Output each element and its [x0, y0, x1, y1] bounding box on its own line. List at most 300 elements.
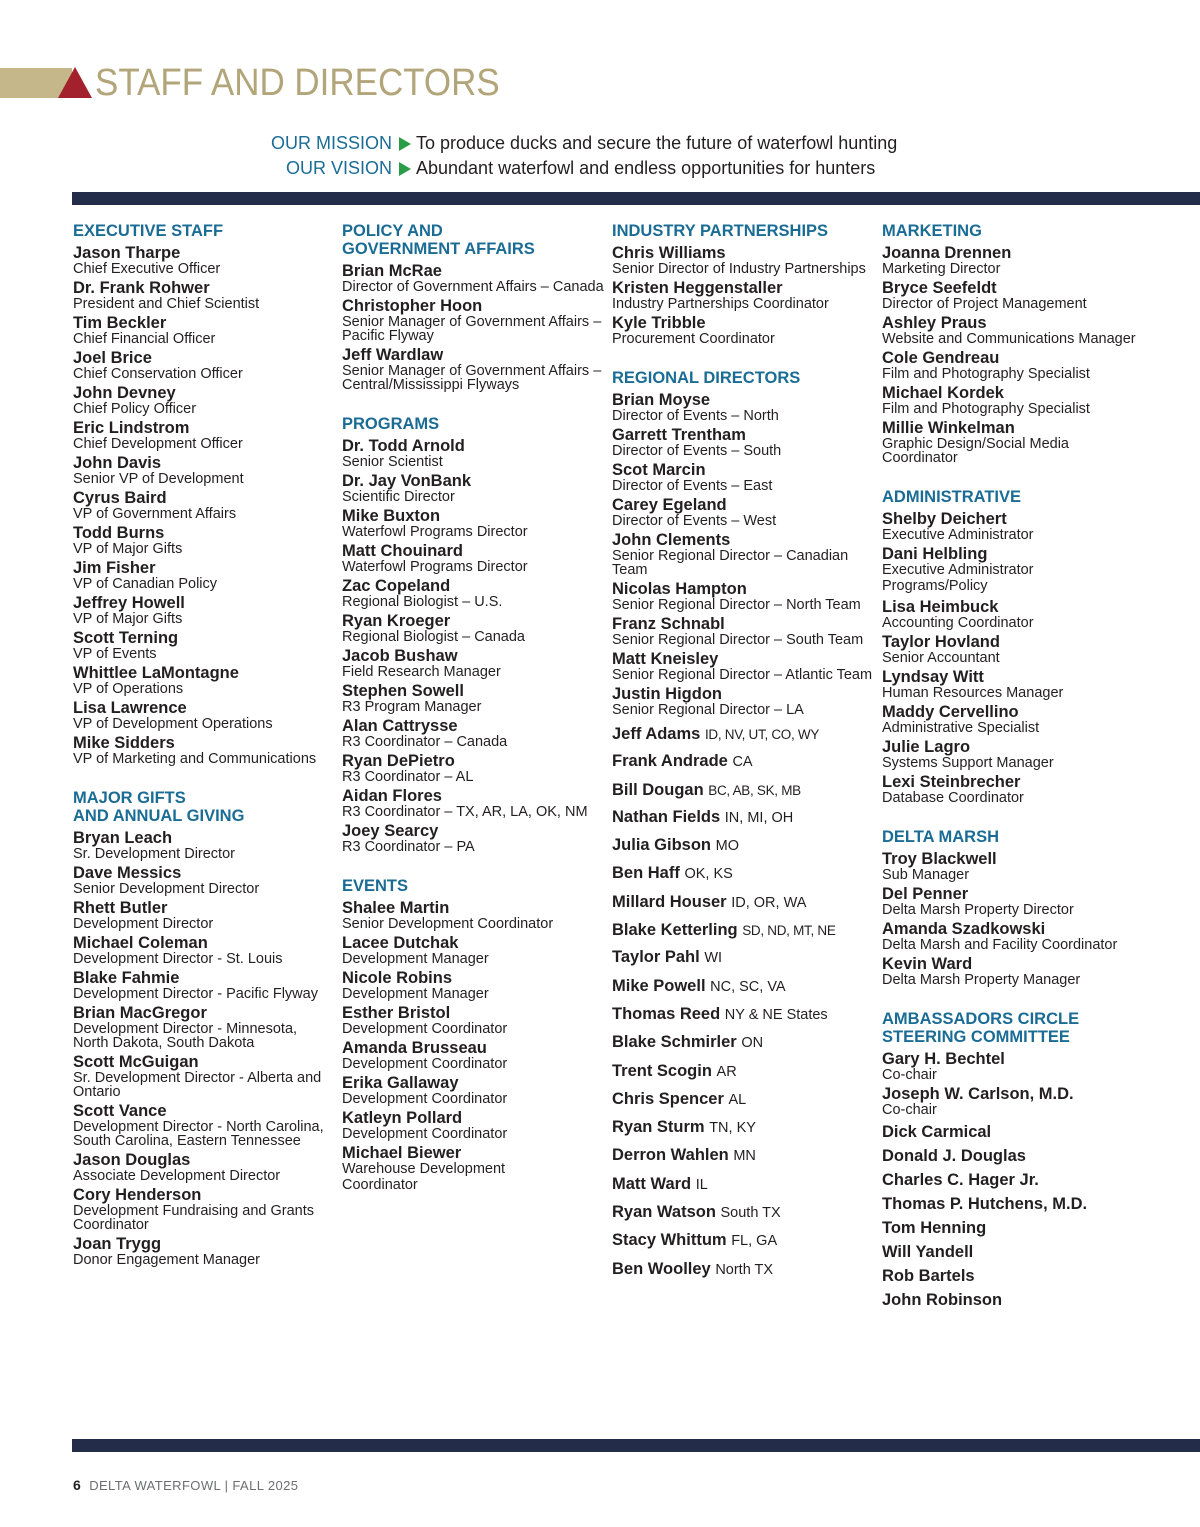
person-name: Troy Blackwell — [882, 850, 997, 868]
staff-entry — [342, 935, 604, 966]
person-name: Justin Higdon — [612, 685, 722, 703]
person-name: Joey Searcy — [342, 822, 439, 840]
section-industry-partnerships — [612, 222, 874, 346]
staff-entry — [342, 613, 604, 644]
person-title: Development Director - Pacific Flyway — [73, 986, 318, 1002]
staff-entry — [882, 739, 1144, 770]
person-title: Development Director — [73, 916, 214, 932]
person-title: Graphic Design/Social Media Coordinator — [882, 436, 1069, 466]
staff-entry — [882, 704, 1144, 735]
person-title-continued: Coordinator — [342, 1177, 418, 1193]
staff-entry — [342, 648, 604, 679]
regional-director-entry — [612, 1199, 874, 1227]
regional-director-entry — [612, 721, 874, 748]
committee-member: Thomas P. Hutchens, M.D. — [882, 1195, 1088, 1213]
regional-director-entry — [612, 748, 874, 776]
person-name: Ashley Praus — [882, 314, 987, 332]
section-programs — [342, 415, 604, 854]
person-title: Co-chair — [882, 1102, 937, 1118]
person-name: Bill Dougan — [612, 780, 704, 799]
person-name: Michael Kordek — [882, 384, 1004, 402]
staff-entry — [73, 560, 335, 591]
person-title: Delta Marsh Property Director — [882, 902, 1074, 918]
regional-director-entry — [612, 1086, 874, 1114]
staff-entry — [342, 970, 604, 1001]
staff-entry — [342, 1145, 604, 1194]
person-name: Amanda Brusseau — [342, 1039, 487, 1057]
person-title: Waterfowl Programs Director — [342, 524, 528, 540]
mission-statement — [0, 133, 1200, 157]
person-name: Ryan Sturm — [612, 1118, 705, 1137]
section-heading: ADMINISTRATIVE — [882, 488, 1022, 506]
person-title: Senior Manager of Government Affairs – Pacific Flyway — [342, 314, 602, 344]
person-name: Kristen Heggenstaller — [612, 279, 783, 297]
staff-entry — [342, 1040, 604, 1071]
person-name: Scott Terning — [73, 629, 179, 647]
staff-entry — [342, 1075, 604, 1106]
person-title: Director of Events – West — [612, 513, 777, 529]
person-name: Shalee Martin — [342, 899, 450, 917]
person-name: Lisa Lawrence — [73, 699, 187, 717]
column-4 — [882, 222, 1144, 1335]
person-name: Brian Moyse — [612, 391, 711, 409]
staff-entry — [612, 532, 874, 577]
person-name: Cole Gendreau — [882, 349, 1000, 367]
staff-entry — [73, 865, 335, 896]
person-title: Director of Events – East — [612, 478, 773, 494]
person-title: Development Manager — [342, 986, 489, 1002]
person-title: Senior Scientist — [342, 454, 443, 470]
staff-entry — [73, 245, 335, 276]
person-name: Mike Sidders — [73, 734, 175, 752]
staff-entry — [342, 543, 604, 574]
person-name: Bryan Leach — [73, 829, 173, 847]
person-title: Warehouse Development — [342, 1161, 506, 1177]
person-title: Sr. Development Director — [73, 846, 235, 862]
regional-director-entry — [612, 944, 874, 972]
person-name: Julie Lagro — [882, 738, 971, 756]
person-title: Senior Development Director — [73, 881, 260, 897]
person-title: Sub Manager — [882, 867, 970, 883]
committee-member: Will Yandell — [882, 1243, 974, 1261]
staff-entry — [73, 350, 335, 381]
person-name: Rhett Butler — [73, 899, 168, 917]
person-title: Chief Financial Officer — [73, 331, 216, 347]
person-name: Bryce Seefeldt — [882, 279, 997, 297]
person-name: Matt Chouinard — [342, 542, 463, 560]
staff-entry — [342, 298, 604, 343]
person-title: Waterfowl Programs Director — [342, 559, 528, 575]
territory: CA — [732, 754, 753, 771]
person-name: Scott McGuigan — [73, 1053, 199, 1071]
staff-entry — [612, 392, 874, 423]
territory: South TX — [720, 1205, 781, 1222]
regional-director-entry — [612, 1171, 874, 1199]
mission-text: To produce ducks and secure the future of waterfowl hunting — [416, 133, 898, 153]
person-name: Ryan DePietro — [342, 752, 455, 770]
person-name: John Clements — [612, 531, 731, 549]
person-title: VP of Events — [73, 646, 157, 662]
staff-entry — [882, 350, 1144, 381]
person-title: VP of Operations — [73, 681, 184, 697]
regional-director-entry — [612, 860, 874, 888]
staff-entry — [882, 669, 1144, 700]
staff-entry — [342, 1110, 604, 1141]
territory: MO — [715, 838, 739, 855]
person-name: Tim Beckler — [73, 314, 167, 332]
bottom-divider — [72, 1439, 1200, 1452]
staff-entry — [612, 427, 874, 458]
section-major-gifts — [73, 789, 335, 1267]
person-name: Gary H. Bechtel — [882, 1050, 1005, 1068]
staff-entry — [73, 1054, 335, 1099]
person-name: Frank Andrade — [612, 752, 728, 771]
territory: FL, GA — [731, 1233, 778, 1250]
person-name: Chris Spencer — [612, 1089, 724, 1108]
territory: IL — [695, 1176, 708, 1193]
staff-entry — [73, 665, 335, 696]
staff-entry — [612, 245, 874, 276]
regional-director-entry — [612, 1058, 874, 1086]
person-title: Development Coordinator — [342, 1021, 508, 1037]
person-name: Jeffrey Howell — [73, 594, 185, 612]
person-name: Jeff Adams — [612, 725, 701, 743]
person-name: Shelby Deichert — [882, 510, 1007, 528]
person-name: Ben Haff — [612, 864, 680, 883]
staff-entry — [342, 900, 604, 931]
person-title: VP of Development Operations — [73, 716, 273, 732]
person-title: Film and Photography Specialist — [882, 366, 1090, 382]
staff-entry — [73, 630, 335, 661]
staff-entry — [612, 497, 874, 528]
person-name: Lacee Dutchak — [342, 934, 459, 952]
section-delta-marsh — [882, 828, 1144, 987]
person-title: Marketing Director — [882, 261, 1001, 277]
publication-name: DELTA WATERFOWL | FALL 2025 — [89, 1478, 299, 1493]
person-title: Systems Support Manager — [882, 755, 1054, 771]
person-name: Lyndsay Witt — [882, 668, 984, 686]
person-name: Millard Houser — [612, 892, 727, 911]
person-title: Website and Communications Manager — [882, 331, 1136, 347]
column-1 — [73, 222, 335, 1290]
section-heading: MARKETING — [882, 222, 982, 240]
territory: NY & NE States — [724, 1006, 828, 1023]
staff-entry — [882, 546, 1144, 595]
person-name: Jeff Wardlaw — [342, 346, 444, 364]
staff-entry — [612, 686, 874, 717]
person-title: Chief Policy Officer — [73, 401, 197, 417]
person-name: Esther Bristol — [342, 1004, 451, 1022]
person-name: Jacob Bushaw — [342, 647, 458, 665]
person-name: Lexi Steinbrecher — [882, 773, 1021, 791]
territory: IN, MI, OH — [724, 809, 794, 826]
staff-entry — [882, 1086, 1144, 1117]
staff-entry — [882, 511, 1144, 542]
section-heading: POLICY AND GOVERNMENT AFFAIRS — [342, 222, 535, 258]
person-title: Procurement Coordinator — [612, 331, 775, 347]
person-title: R3 Coordinator – PA — [342, 839, 475, 855]
staff-entry — [342, 1005, 604, 1036]
person-title: Senior Manager of Government Affairs – Central/Mississippi Flyways — [342, 363, 602, 393]
column-3 — [612, 222, 874, 1307]
person-title: Director of Government Affairs – Canada — [342, 279, 604, 295]
person-title: Delta Marsh Property Manager — [882, 972, 1081, 988]
person-name: Taylor Hovland — [882, 633, 1000, 651]
person-name: Jim Fisher — [73, 559, 156, 577]
staff-entry — [342, 823, 604, 854]
person-title: VP of Marketing and Communications — [73, 751, 317, 767]
staff-entry — [882, 851, 1144, 882]
vision-text: Abundant waterfowl and endless opportunities for hunters — [416, 158, 876, 178]
person-name: Del Penner — [882, 885, 969, 903]
staff-entry — [342, 683, 604, 714]
section-policy — [342, 222, 604, 392]
person-name: Christopher Hoon — [342, 297, 483, 315]
person-title: Development Director - North Carolina, South Carolina, Eastern Tennessee — [73, 1119, 324, 1149]
person-name: Garrett Trentham — [612, 426, 746, 444]
staff-entry — [882, 886, 1144, 917]
person-title: Senior Regional Director – South Team — [612, 632, 864, 648]
person-title: Field Research Manager — [342, 664, 501, 680]
person-title: Chief Executive Officer — [73, 261, 221, 277]
territory: NC, SC, VA — [710, 978, 786, 995]
territory: BC, AB, SK, MB — [708, 782, 801, 798]
person-title: VP of Canadian Policy — [73, 576, 218, 592]
section-heading: AMBASSADORS CIRCLE STEERING COMMITTEE — [882, 1010, 1080, 1046]
person-title: R3 Coordinator – AL — [342, 769, 474, 785]
staff-entry — [882, 1051, 1144, 1082]
arrow-right-icon — [399, 137, 411, 151]
person-name: Lisa Heimbuck — [882, 598, 999, 616]
person-name: Matt Kneisley — [612, 650, 719, 668]
page-number: 6 — [73, 1477, 82, 1493]
person-title: VP of Major Gifts — [73, 611, 183, 627]
person-name: Ryan Kroeger — [342, 612, 451, 630]
person-title: Development Coordinator — [342, 1056, 508, 1072]
staff-entry — [73, 735, 335, 766]
staff-entry — [73, 1187, 335, 1232]
vision-label: OUR VISION — [285, 158, 392, 178]
section-executive-staff — [73, 222, 335, 766]
person-name: Joan Trygg — [73, 1235, 162, 1253]
person-name: Nicole Robins — [342, 969, 453, 987]
person-name: Dr. Todd Arnold — [342, 437, 465, 455]
regional-director-entry — [612, 1001, 874, 1029]
committee-member: Charles C. Hager Jr. — [882, 1171, 1039, 1189]
person-name: Michael Coleman — [73, 934, 208, 952]
regional-director-entry — [612, 804, 874, 832]
staff-entry — [882, 385, 1144, 416]
person-title: R3 Coordinator – TX, AR, LA, OK, NM — [342, 804, 588, 820]
territory: TN, KY — [709, 1120, 756, 1137]
person-title: Associate Development Director — [73, 1168, 281, 1184]
staff-entry — [342, 718, 604, 749]
staff-entry — [73, 700, 335, 731]
committee-member: Dick Carmical — [882, 1123, 992, 1141]
staff-entry — [612, 462, 874, 493]
person-name: Joseph W. Carlson, M.D. — [882, 1085, 1074, 1103]
person-title: Co-chair — [882, 1067, 937, 1083]
person-title: Sr. Development Director - Alberta and Ontario — [73, 1070, 322, 1100]
section-heading: REGIONAL DIRECTORS — [612, 369, 801, 387]
staff-entry — [73, 420, 335, 451]
person-name: Joel Brice — [73, 349, 152, 367]
committee-member: Donald J. Douglas — [882, 1147, 1026, 1165]
triangle-logo-icon — [58, 67, 92, 98]
person-name: Taylor Pahl — [612, 948, 700, 967]
staff-entry — [882, 956, 1144, 987]
person-name: Maddy Cervellino — [882, 703, 1019, 721]
person-name: John Devney — [73, 384, 176, 402]
staff-entry — [73, 455, 335, 486]
mission-label: OUR MISSION — [270, 133, 392, 153]
person-name: Scot Marcin — [612, 461, 706, 479]
person-name: Matt Ward — [612, 1174, 692, 1193]
staff-entry — [882, 599, 1144, 630]
person-name: Dave Messics — [73, 864, 182, 882]
person-title: Development Director - St. Louis — [73, 951, 283, 967]
person-title: Industry Partnerships Coordinator — [612, 296, 829, 312]
person-name: Franz Schnabl — [612, 615, 725, 633]
person-name: Cory Henderson — [73, 1186, 202, 1204]
person-name: Thomas Reed — [612, 1004, 721, 1023]
person-title: Senior VP of Development — [73, 471, 244, 487]
person-title: Development Manager — [342, 951, 489, 967]
territory: AR — [716, 1063, 737, 1080]
regional-director-entry — [612, 917, 874, 944]
territory: OK, KS — [684, 866, 733, 883]
person-name: Julia Gibson — [612, 836, 712, 855]
staff-entry — [73, 1152, 335, 1183]
territory: ID, NV, UT, CO, WY — [704, 727, 820, 742]
person-title: Senior Director of Industry Partnerships — [612, 261, 866, 277]
territory: ON — [741, 1035, 764, 1052]
person-title: Director of Events – North — [612, 408, 779, 424]
person-title: VP of Government Affairs — [73, 506, 237, 522]
arrow-right-icon — [399, 162, 411, 176]
person-name: Blake Ketterling — [612, 921, 738, 940]
staff-entry — [73, 830, 335, 861]
person-name: Brian MacGregor — [73, 1004, 207, 1022]
regional-director-entry — [612, 1114, 874, 1142]
top-divider — [72, 192, 1200, 205]
page-title: STAFF AND DIRECTORS — [95, 62, 500, 104]
person-name: Stacy Whittum — [612, 1231, 727, 1250]
staff-entry — [73, 595, 335, 626]
staff-entry — [342, 753, 604, 784]
person-name: Cyrus Baird — [73, 489, 167, 507]
staff-entry — [882, 921, 1144, 952]
staff-entry — [342, 263, 604, 294]
person-name: Whittlee LaMontagne — [73, 664, 239, 682]
person-title: Delta Marsh and Facility Coordinator — [882, 937, 1118, 953]
person-title: Regional Biologist – Canada — [342, 629, 525, 645]
section-heading: PROGRAMS — [342, 415, 440, 433]
person-name: Chris Williams — [612, 244, 726, 262]
person-name: Kevin Ward — [882, 955, 973, 973]
person-name: Joanna Drennen — [882, 244, 1012, 262]
person-title: Director of Project Management — [882, 296, 1087, 312]
person-title: Chief Conservation Officer — [73, 366, 243, 382]
staff-entry — [73, 280, 335, 311]
regional-director-entry — [612, 973, 874, 1001]
person-name: Erika Gallaway — [342, 1074, 459, 1092]
staff-entry — [882, 774, 1144, 805]
person-name: Ryan Watson — [612, 1203, 716, 1222]
person-title: Development Coordinator — [342, 1126, 508, 1142]
staff-entry — [342, 473, 604, 504]
person-title: Director of Events – South — [612, 443, 782, 459]
staff-entry — [342, 788, 604, 819]
territory: WI — [704, 950, 723, 967]
staff-entry — [612, 315, 874, 346]
person-name: Zac Copeland — [342, 577, 451, 595]
regional-director-entry — [612, 1227, 874, 1255]
person-name: Dr. Frank Rohwer — [73, 279, 210, 297]
person-name: Derron Wahlen — [612, 1146, 729, 1165]
person-name: Dani Helbling — [882, 545, 988, 563]
person-title: Senior Regional Director – Atlantic Team — [612, 667, 873, 683]
person-name: Amanda Szadkowski — [882, 920, 1046, 938]
person-name: Trent Scogin — [612, 1061, 712, 1080]
person-name: Mike Powell — [612, 976, 706, 995]
section-heading: EXECUTIVE STAFF — [73, 222, 224, 240]
person-title: Executive Administrator — [882, 527, 1034, 543]
person-title: Accounting Coordinator — [882, 615, 1034, 631]
person-name: Stephen Sowell — [342, 682, 464, 700]
staff-entry — [73, 935, 335, 966]
regional-director-entry — [612, 832, 874, 860]
territory: AL — [728, 1091, 747, 1108]
staff-entry — [612, 651, 874, 682]
regional-director-entry — [612, 1256, 874, 1284]
vision-statement — [0, 158, 1200, 182]
section-events — [342, 877, 604, 1194]
committee-member: Tom Henning — [882, 1219, 987, 1237]
person-title: Chief Development Officer — [73, 436, 243, 452]
staff-entry — [73, 1005, 335, 1050]
person-title: VP of Major Gifts — [73, 541, 183, 557]
person-name: Nathan Fields — [612, 807, 721, 826]
section-marketing — [882, 222, 1144, 465]
section-heading: MAJOR GIFTS AND ANNUAL GIVING — [73, 789, 245, 825]
staff-entry — [73, 490, 335, 521]
person-name: Jason Tharpe — [73, 244, 181, 262]
person-title: Database Coordinator — [882, 790, 1024, 806]
person-name: Ben Woolley — [612, 1259, 711, 1278]
person-name: Michael Biewer — [342, 1144, 462, 1162]
section-regional-directors — [612, 369, 874, 1284]
person-name: Katleyn Pollard — [342, 1109, 463, 1127]
committee-member: Rob Bartels — [882, 1267, 975, 1285]
territory: North TX — [715, 1261, 774, 1278]
committee-member: John Robinson — [882, 1291, 1003, 1309]
person-name: Kyle Tribble — [612, 314, 706, 332]
regional-director-entry — [612, 777, 874, 804]
territory: SD, ND, MT, NE — [742, 923, 836, 939]
staff-entry — [73, 315, 335, 346]
person-title: Donor Engagement Manager — [73, 1252, 261, 1268]
staff-entry — [73, 970, 335, 1001]
person-title: Film and Photography Specialist — [882, 401, 1090, 417]
staff-entry — [342, 438, 604, 469]
staff-entry — [73, 1236, 335, 1267]
person-title: Development Director - Minnesota, North Dakota, South Dakota — [73, 1021, 298, 1051]
person-name: Blake Fahmie — [73, 969, 180, 987]
staff-entry — [882, 280, 1144, 311]
person-name: Millie Winkelman — [882, 419, 1015, 437]
staff-entry — [882, 420, 1144, 465]
